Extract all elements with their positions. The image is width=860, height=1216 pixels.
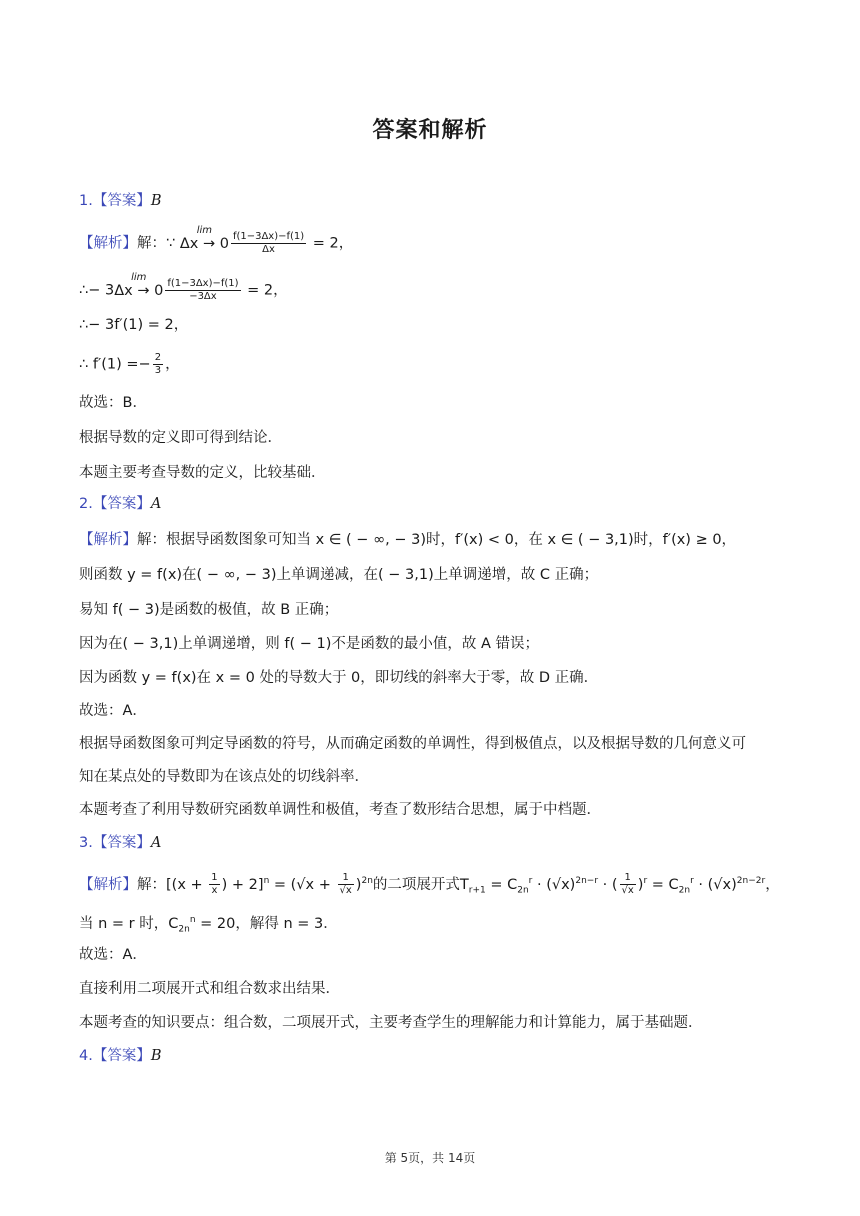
q1-l4-denominator: 3 [154, 365, 162, 376]
q3-l1-sub-2n: 2n [517, 885, 529, 896]
q2-choose: 故选：A． [79, 703, 147, 719]
q1-l4-prefix: ∴ f′(1) =− [79, 356, 151, 373]
q2-analysis-line-4: 因为在( − 3,1)上单调递增，则 f( − 1)不是函数的最小值，故 A 错误； [79, 636, 539, 652]
q3-l1-sup-2n2r: 2n−2r [736, 876, 766, 886]
q3-analysis-tag: 【解析】 [79, 876, 137, 893]
q1-analysis-line-2 [79, 271, 288, 303]
q3-l2-a: 当 n = r 时，C [79, 915, 179, 932]
q1-l2-lim-sub: Δx → 0 [114, 282, 164, 299]
q2-analysis-line-3: 易知 f( − 3)是函数的极值，故 B 正确； [79, 602, 339, 618]
q1-l2-numerator: f(1−3Δx)−f(1) [167, 278, 239, 289]
q3-l2-sup: n [189, 915, 196, 925]
q2-answer-tag: 【答案】 [92, 496, 151, 512]
q1-l2-limit [114, 271, 164, 301]
q2-analysis-line-1 [79, 530, 736, 550]
q3-l1-frac-2-den: √x [339, 885, 352, 897]
q1-l4-numerator: 2 [154, 352, 162, 363]
q3-l1-frac-2-num: 1 [338, 872, 354, 885]
q3-l1-e: 的二项展开式T [372, 876, 469, 893]
q3-choose: 故选：A． [79, 947, 147, 963]
q3-l1-sup-2nr: 2n−r [575, 876, 599, 886]
q1-choose: 故选：B． [79, 395, 147, 411]
q3-l1-l: ， [765, 876, 780, 893]
q1-l1-suffix: = 2， [308, 235, 354, 252]
q2-analysis-line-5: 因为函数 y = f(x)在 x = 0 处的导数大于 0，即切线的斜率大于零，故 D 正确． [79, 670, 599, 686]
q1-l2-denominator: −3Δx [189, 291, 217, 302]
q1-l1-lim-label: lim [196, 224, 213, 236]
q3-note-2: 本题考查的知识要点：组合数，二项展开式，主要考查学生的理解能力和计算能力，属于基础题． [79, 1015, 703, 1031]
q3-l1-a: 解：[(x + [137, 876, 208, 893]
q3-l1-sup-r2: r [643, 876, 648, 886]
q1-l1-prefix: 解：∵ [137, 235, 180, 252]
q4-answer-value: B [150, 1048, 162, 1064]
q1-note-2: 本题主要考查导数的定义，比较基础． [79, 465, 326, 481]
q2-answer-value: A [150, 496, 162, 512]
q1-analysis-line-3: ∴− 3f′(1) = 2， [79, 317, 189, 333]
q3-l1-i: ) [637, 876, 644, 893]
q3-l1-b: ) + 2] [221, 876, 264, 893]
q3-l2-b: = 20，解得 n = 3． [195, 915, 338, 932]
q3-l1-frac-1-den: x [211, 885, 218, 897]
q3-l1-sub-r1: r+1 [468, 885, 486, 896]
q1-l2-prefix: ∴− 3 [79, 282, 115, 299]
q3-l1-j: = C [647, 876, 679, 893]
q1-answer-tag: 【答案】 [92, 193, 151, 209]
q1-analysis-line-4 [79, 352, 180, 377]
q3-answer-value: A [150, 835, 162, 851]
q1-l4-suffix: ， [165, 356, 180, 373]
q3-l1-c: = (√x + [269, 876, 336, 893]
q3-analysis-line-1 [79, 871, 780, 901]
q3-l2-sub: 2n [178, 924, 190, 935]
q3-l1-h: · ( [598, 876, 618, 893]
q2-l1-text: 解：根据导函数图象可知当 x ∈ ( − ∞, − 3)时，f′(x) < 0，在 x ∈ ( − 3,1)时，f′(x) ≥ 0， [137, 532, 737, 548]
q1-l4-fraction [153, 352, 163, 377]
q3-l1-sup-n: n [263, 876, 270, 886]
q1-l1-numerator: f(1−3Δx)−f(1) [232, 231, 305, 242]
q1-l1-limit [179, 224, 229, 254]
q3-analysis-line-2 [79, 910, 338, 940]
q1-analysis-tag: 【解析】 [79, 235, 137, 252]
q3-answer-header [79, 833, 161, 853]
q3-note-1: 直接利用二项展开式和组合数求出结果． [79, 981, 340, 997]
q1-l2-lim-label: lim [131, 271, 147, 283]
q1-answer-header [79, 191, 162, 211]
q2-analysis-line-2: 则函数 y = f(x)在( − ∞, − 3)上单调递减，在( − 3,1)上单调递增，故 C 正确； [79, 567, 599, 583]
q3-l1-frac-3 [620, 872, 636, 897]
q3-l1-sup-r: r [528, 876, 533, 886]
q1-l1-denominator: Δx [262, 244, 275, 255]
q1-l1-fraction [231, 231, 306, 256]
q3-l1-sup-2n: 2n [361, 876, 373, 886]
q3-answer-tag: 【答案】 [92, 835, 151, 851]
q3-l1-frac-1 [209, 872, 219, 897]
q1-answer-value: B [150, 193, 162, 209]
q3-l1-frac-3-den: √x [621, 885, 634, 897]
q4-answer-header [79, 1046, 162, 1066]
q1-l2-suffix: = 2， [242, 282, 288, 299]
q3-l1-f: = C [485, 876, 518, 893]
q1-number: 1. [79, 193, 93, 209]
q4-answer-tag: 【答案】 [92, 1048, 151, 1064]
q3-l1-frac-3-num: 1 [620, 872, 636, 885]
q2-note-2: 本题考查了利用导数研究函数单调性和极值，考查了数形结合思想，属于中档题． [79, 802, 601, 818]
page-footer: 第 5页，共 14页 [384, 1151, 476, 1165]
q2-note-1a: 根据导函数图象可判定导函数的符号，从而确定函数的单调性，得到极值点，以及根据导数的几何意义可 [79, 736, 746, 752]
q1-note-1: 根据导数的定义即可得到结论． [79, 430, 282, 446]
page-title: 答案和解析 [372, 118, 488, 143]
q1-analysis-line-1 [79, 224, 354, 256]
q3-l1-sup-r3: r [690, 876, 694, 886]
q2-note-1b: 知在某点处的导数即为在该点处的切线斜率． [79, 769, 369, 785]
q3-l1-d: ) [355, 876, 362, 893]
q3-l1-sub-2n2: 2n [678, 885, 691, 896]
q3-number: 3. [79, 835, 93, 851]
q2-answer-header [79, 494, 161, 514]
q2-number: 2. [79, 496, 93, 512]
q3-l1-k: · (√x) [693, 876, 737, 893]
q1-l1-lim-sub: Δx → 0 [179, 235, 229, 252]
q2-analysis-tag: 【解析】 [79, 532, 137, 548]
q3-l1-frac-1-num: 1 [211, 872, 218, 884]
q4-number: 4. [79, 1048, 93, 1064]
q3-l1-frac-2 [338, 872, 354, 897]
q3-l1-g: · (√x) [532, 876, 576, 893]
q1-l2-fraction [165, 278, 240, 303]
